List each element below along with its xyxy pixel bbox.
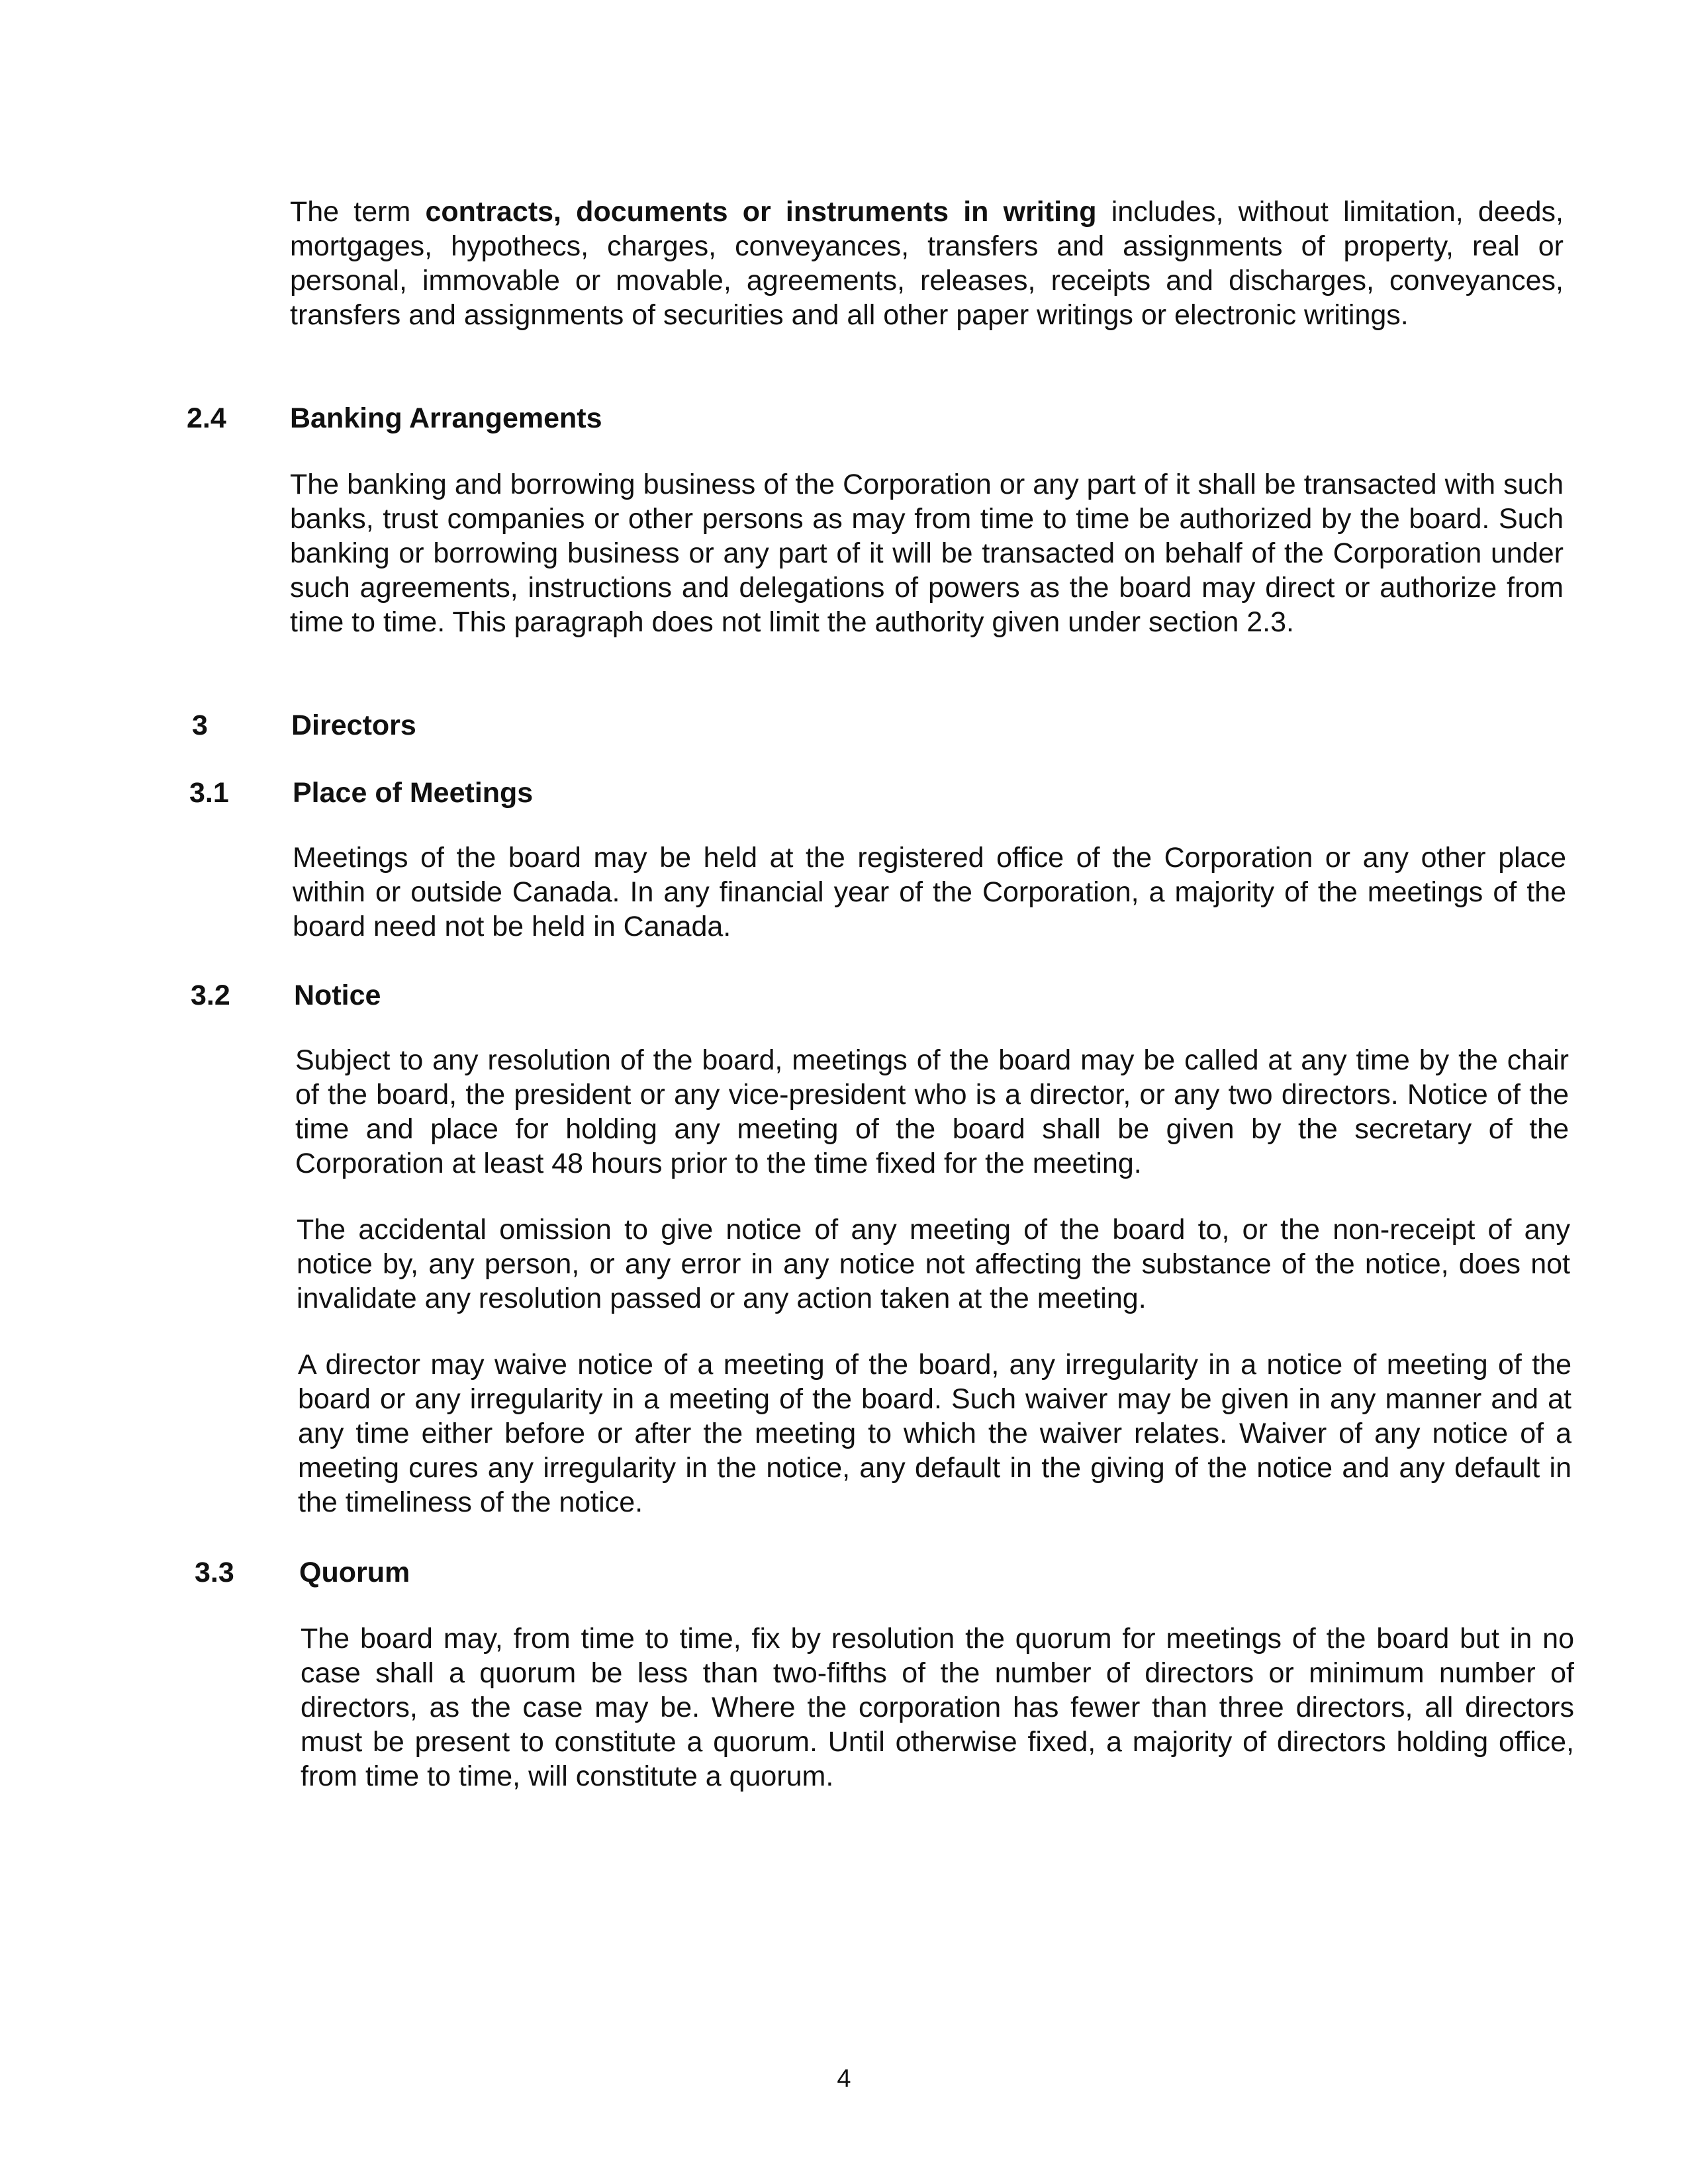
defined-term: contracts, documents or instruments in writing	[425, 196, 1097, 228]
section-3-number: 3	[192, 709, 208, 741]
section-3-title: Directors	[291, 709, 416, 741]
section-3-2-number: 3.2	[191, 979, 230, 1011]
section-3-2-paragraph-1: Subject to any resolution of the board, meetings of the board may be called at any time by the chair of the board, the president or any vice-president who is a director, or any two directors. Notice of the time and place for holding any meeting of the board shall be given by the secretary of the Corporation at least 48 hours prior to the time fixed for the meeting.	[295, 1044, 1569, 1179]
section-3-1-number: 3.1	[189, 777, 229, 809]
section-2-4-number: 2.4	[187, 402, 226, 434]
section-3-2-paragraph-2: The accidental omission to give notice of any meeting of the board to, or the non-receipt of any notice by, any person, or any error in any notice not affecting the substance of the notice, does not invalidate any resolution passed or any action taken at the meeting.	[297, 1214, 1570, 1314]
section-3-3-title: Quorum	[299, 1557, 410, 1588]
section-3-3-number: 3.3	[195, 1557, 234, 1588]
section-3-1-title: Place of Meetings	[293, 777, 534, 809]
section-2-4-paragraph: The banking and borrowing business of the Corporation or any part of it shall be transacted with such banks, trust companies or other persons as may from time to time be authorized by the board. Such banking or borrowing business or any part of it will be transacted on behalf of the Corporation under such agreements, instructions and delegations of powers as the board may direct or authorize from time to time. This paragraph does not limit the authority given under section 2.3.	[290, 469, 1564, 638]
intro-rest: includes, without limitation, deeds, mortgages, hypothecs, charges, conveyances, transfers and assignments of property, real or personal, immovable or movable, agreements, releases, receipts and discharges, conveyances, transfers and assignments of securities and all other paper writings or electronic writings.	[290, 196, 1564, 331]
intro-lead: The term	[290, 196, 426, 228]
section-3-3-paragraph: The board may, from time to time, fix by resolution the quorum for meetings of the board but in no case shall a quorum be less than two-fifths of the number of directors or minimum number of directors, as the case may be. Where the corporation has fewer than three directors, all directors must be present to constitute a quorum. Until otherwise fixed, a majority of directors holding office, from time to time, will constitute a quorum.	[301, 1623, 1574, 1792]
section-2-4-title: Banking Arrangements	[290, 402, 602, 434]
intro-paragraph	[290, 195, 1564, 332]
page-number: 4	[837, 2065, 851, 2093]
section-3-2-paragraph-3: A director may waive notice of a meeting of the board, any irregularity in a notice of meeting of the board or any irregularity in a meeting of the board. Such waiver may be given in any manner and at any time either before or after the meeting to which the waiver relates. Waiver of any notice of a meeting cures any irregularity in the notice, any default in the giving of the notice and any default in the timeliness of the notice.	[298, 1349, 1571, 1518]
section-3-2-title: Notice	[294, 979, 381, 1011]
section-3-1-paragraph: Meetings of the board may be held at the registered office of the Corporation or any other place within or outside Canada. In any financial year of the Corporation, a majority of the meetings of the board need not be held in Canada.	[293, 842, 1566, 942]
